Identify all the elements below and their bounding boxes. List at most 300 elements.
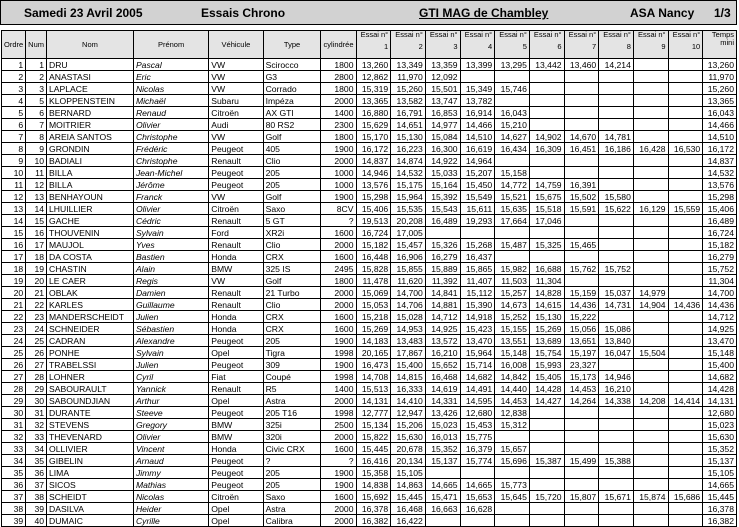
cell-essai-10: [668, 323, 703, 335]
cell-essai-9: [633, 227, 668, 239]
cell-vehicule: Opel: [209, 503, 263, 515]
cell-essai-1: 16,473: [356, 359, 391, 371]
cell-cylindree: 1000: [321, 179, 356, 191]
cell-essai-10: [668, 515, 703, 527]
table-row: [2, 107, 737, 119]
table-row: [2, 515, 737, 527]
cell-essai-9: [633, 419, 668, 431]
cell-essai-8: [599, 215, 634, 227]
cell-nom: TRABELSSI: [47, 359, 134, 371]
cell-essai-1: 20,165: [356, 347, 391, 359]
cell-vehicule: Peugeot: [209, 167, 263, 179]
cell-essai-7: 15,222: [564, 311, 599, 323]
cell-num: 40: [26, 515, 47, 527]
column-header-row: [2, 31, 737, 59]
cell-essai-7: [564, 71, 599, 83]
cell-type: Saxo: [263, 203, 321, 215]
cell-essai-3: 12,092: [425, 71, 460, 83]
cell-essai-10: [668, 443, 703, 455]
cell-prenom: Gregory: [133, 419, 208, 431]
cell-essai-2: 13,483: [391, 335, 426, 347]
col-cylindree: cylindrée: [321, 31, 356, 59]
cell-ordre: 25: [2, 347, 26, 359]
cell-essai-6: [529, 419, 564, 431]
cell-essai-8: [599, 71, 634, 83]
cell-essai-10: [668, 191, 703, 203]
table-row: [2, 191, 737, 203]
cell-essai-7: [564, 227, 599, 239]
cell-essai-6: 15,518: [529, 203, 564, 215]
cell-essai-7: 14,436: [564, 299, 599, 311]
cell-essai-1: 15,134: [356, 419, 391, 431]
cell-essai-5: 16,008: [495, 359, 530, 371]
cell-num: 14: [26, 203, 47, 215]
cell-essai-4: 15,549: [460, 191, 495, 203]
cell-essai-3: [425, 227, 460, 239]
cell-type: Corrado: [263, 83, 321, 95]
table-row: [2, 311, 737, 323]
cell-essai-8: 15,622: [599, 203, 634, 215]
cell-temps-mini: 16,724: [703, 227, 737, 239]
cell-num: 29: [26, 383, 47, 395]
cell-essai-3: 16,468: [425, 371, 460, 383]
cell-prenom: Damien: [133, 287, 208, 299]
table-row: [2, 443, 737, 455]
cell-temps-mini: 14,700: [703, 287, 737, 299]
cell-essai-4: 19,293: [460, 215, 495, 227]
cell-essai-2: 13,582: [391, 95, 426, 107]
cell-essai-5: 16,043: [495, 107, 530, 119]
cell-essai-7: [564, 443, 599, 455]
cell-essai-1: 15,358: [356, 467, 391, 479]
results-table: [1, 30, 737, 527]
cell-essai-8: 15,086: [599, 323, 634, 335]
cell-ordre: 2: [2, 71, 26, 83]
cell-essai-4: 15,207: [460, 167, 495, 179]
cell-essai-9: [633, 239, 668, 251]
table-row: [2, 359, 737, 371]
cell-vehicule: Peugeot: [209, 335, 263, 347]
col-temps-mini: Temps mini: [703, 31, 737, 59]
cell-essai-1: 15,445: [356, 443, 391, 455]
cell-type: Golf: [263, 131, 321, 143]
cell-essai-5: 14,627: [495, 131, 530, 143]
cell-essai-2: 15,855: [391, 263, 426, 275]
cell-temps-mini: 15,148: [703, 347, 737, 359]
cell-nom: SABOURAULT: [47, 383, 134, 395]
cell-essai-6: [529, 431, 564, 443]
cell-prenom: Franck: [133, 191, 208, 203]
cell-essai-1: 16,382: [356, 515, 391, 527]
cell-cylindree: 1900: [321, 143, 356, 155]
cell-nom: SABOUNDJIAN: [47, 395, 134, 407]
cell-ordre: 23: [2, 323, 26, 335]
cell-essai-3: [425, 467, 460, 479]
cell-essai-5: 15,158: [495, 167, 530, 179]
cell-cylindree: 1000: [321, 167, 356, 179]
cell-temps-mini: 14,510: [703, 131, 737, 143]
cell-essai-2: 20,208: [391, 215, 426, 227]
cell-essai-6: [529, 479, 564, 491]
cell-vehicule: Renault: [209, 287, 263, 299]
cell-essai-6: 11,304: [529, 275, 564, 287]
cell-essai-1: 15,513: [356, 383, 391, 395]
table-row: [2, 71, 737, 83]
cell-vehicule: Honda: [209, 323, 263, 335]
table-row: [2, 131, 737, 143]
cell-type: 80 RS2: [263, 119, 321, 131]
cell-vehicule: Renault: [209, 383, 263, 395]
cell-essai-5: [495, 71, 530, 83]
cell-essai-7: 13,460: [564, 59, 599, 71]
cell-num: 9: [26, 143, 47, 155]
cell-ordre: 14: [2, 215, 26, 227]
cell-essai-8: 13,840: [599, 335, 634, 347]
cell-num: 39: [26, 503, 47, 515]
cell-prenom: Guillaume: [133, 299, 208, 311]
cell-essai-9: [633, 191, 668, 203]
cell-ordre: 36: [2, 479, 26, 491]
col-essai-5: Essai n° 5: [495, 31, 530, 59]
cell-essai-1: 13,260: [356, 59, 391, 71]
cell-type: Astra: [263, 503, 321, 515]
cell-essai-8: 16,186: [599, 143, 634, 155]
cell-essai-2: 13,349: [391, 59, 426, 71]
cell-prenom: Christophe: [133, 131, 208, 143]
cell-essai-10: [668, 503, 703, 515]
cell-prenom: Jimmy: [133, 467, 208, 479]
cell-essai-8: 16,047: [599, 347, 634, 359]
cell-essai-8: 16,210: [599, 383, 634, 395]
cell-nom: THEVENARD: [47, 431, 134, 443]
cell-nom: PONHE: [47, 347, 134, 359]
cell-num: 19: [26, 263, 47, 275]
cell-type: 325i: [263, 419, 321, 431]
cell-ordre: 5: [2, 107, 26, 119]
cell-ordre: 31: [2, 419, 26, 431]
cell-cylindree: 1998: [321, 371, 356, 383]
col-vehicule: Véhicule: [209, 31, 263, 59]
cell-type: Civic CRX: [263, 443, 321, 455]
cell-essai-2: 16,906: [391, 251, 426, 263]
cell-essai-4: 15,714: [460, 359, 495, 371]
cell-essai-8: [599, 227, 634, 239]
cell-cylindree: 1900: [321, 467, 356, 479]
cell-essai-2: 12,947: [391, 407, 426, 419]
cell-temps-mini: 16,489: [703, 215, 737, 227]
cell-nom: DASILVA: [47, 503, 134, 515]
cell-num: 35: [26, 455, 47, 467]
cell-cylindree: 1800: [321, 275, 356, 287]
cell-ordre: 24: [2, 335, 26, 347]
cell-essai-9: [633, 95, 668, 107]
cell-essai-8: 15,752: [599, 263, 634, 275]
cell-essai-10: [668, 107, 703, 119]
cell-essai-9: [633, 71, 668, 83]
cell-num: 34: [26, 443, 47, 455]
cell-essai-7: 15,159: [564, 287, 599, 299]
table-row: [2, 275, 737, 287]
cell-essai-8: 15,037: [599, 287, 634, 299]
cell-essai-6: 14,427: [529, 395, 564, 407]
cell-ordre: 16: [2, 239, 26, 251]
cell-essai-4: 14,682: [460, 371, 495, 383]
cell-essai-1: 14,946: [356, 167, 391, 179]
cell-essai-4: 13,470: [460, 335, 495, 347]
cell-nom: BILLA: [47, 179, 134, 191]
cell-vehicule: BMW: [209, 419, 263, 431]
cell-essai-8: 15,388: [599, 455, 634, 467]
cell-essai-2: 14,700: [391, 287, 426, 299]
cell-vehicule: Subaru: [209, 95, 263, 107]
table-row: [2, 227, 737, 239]
cell-essai-10: [668, 95, 703, 107]
cell-essai-4: 14,491: [460, 383, 495, 395]
cell-nom: SCHEIDT: [47, 491, 134, 503]
cell-temps-mini: 15,400: [703, 359, 737, 371]
cell-cylindree: 1800: [321, 83, 356, 95]
cell-essai-9: [633, 167, 668, 179]
cell-type: XR2i: [263, 227, 321, 239]
cell-prenom: Yves: [133, 239, 208, 251]
cell-essai-9: [633, 131, 668, 143]
cell-essai-4: 15,450: [460, 179, 495, 191]
cell-type: 320i: [263, 431, 321, 443]
cell-essai-8: [599, 311, 634, 323]
cell-cylindree: 2000: [321, 431, 356, 443]
cell-essai-9: [633, 59, 668, 71]
cell-essai-4: 11,407: [460, 275, 495, 287]
cell-essai-4: 15,453: [460, 419, 495, 431]
cell-essai-8: [599, 251, 634, 263]
cell-essai-2: 15,457: [391, 239, 426, 251]
cell-essai-8: [599, 119, 634, 131]
cell-temps-mini: 16,172: [703, 143, 737, 155]
cell-prenom: Arthur: [133, 395, 208, 407]
cell-essai-1: 14,131: [356, 395, 391, 407]
cell-essai-2: 15,130: [391, 131, 426, 143]
cell-ordre: 38: [2, 503, 26, 515]
cell-type: Golf: [263, 191, 321, 203]
cell-essai-4: 14,665: [460, 479, 495, 491]
cell-vehicule: Honda: [209, 443, 263, 455]
cell-type: ?: [263, 455, 321, 467]
cell-essai-9: [633, 335, 668, 347]
cell-prenom: Jérôme: [133, 179, 208, 191]
cell-essai-8: 15,580: [599, 191, 634, 203]
cell-vehicule: VW: [209, 71, 263, 83]
cell-essai-10: [668, 467, 703, 479]
cell-ordre: 18: [2, 263, 26, 275]
cell-essai-5: 15,257: [495, 287, 530, 299]
cell-cylindree: 1600: [321, 311, 356, 323]
cell-essai-5: 13,551: [495, 335, 530, 347]
cell-vehicule: Peugeot: [209, 455, 263, 467]
cell-nom: DURANTE: [47, 407, 134, 419]
cell-essai-9: [633, 383, 668, 395]
cell-essai-7: [564, 107, 599, 119]
cell-essai-9: [633, 179, 668, 191]
cell-temps-mini: 15,352: [703, 443, 737, 455]
cell-num: 13: [26, 191, 47, 203]
table-row: [2, 263, 737, 275]
cell-nom: MAUJOL: [47, 239, 134, 251]
cell-essai-2: 14,874: [391, 155, 426, 167]
cell-prenom: Sylvain: [133, 347, 208, 359]
cell-nom: THOUVENIN: [47, 227, 134, 239]
cell-essai-4: 15,775: [460, 431, 495, 443]
cell-num: 36: [26, 467, 47, 479]
cell-prenom: Olivier: [133, 431, 208, 443]
table-row: [2, 239, 737, 251]
cell-ordre: 10: [2, 167, 26, 179]
cell-nom: CHASTIN: [47, 263, 134, 275]
cell-essai-7: [564, 419, 599, 431]
cell-essai-7: 13,651: [564, 335, 599, 347]
cell-num: 23: [26, 311, 47, 323]
cell-essai-8: [599, 503, 634, 515]
cell-essai-9: [633, 215, 668, 227]
cell-essai-10: [668, 71, 703, 83]
cell-essai-9: [633, 263, 668, 275]
cell-nom: GIBELIN: [47, 455, 134, 467]
cell-essai-9: [633, 431, 668, 443]
cell-essai-1: 13,576: [356, 179, 391, 191]
cell-essai-10: 15,686: [668, 491, 703, 503]
cell-essai-7: 16,391: [564, 179, 599, 191]
cell-ordre: 1: [2, 59, 26, 71]
cell-temps-mini: 14,665: [703, 479, 737, 491]
cell-essai-7: 15,762: [564, 263, 599, 275]
cell-essai-3: 16,663: [425, 503, 460, 515]
cell-cylindree: 2000: [321, 239, 356, 251]
cell-essai-7: [564, 503, 599, 515]
table-row: [2, 203, 737, 215]
cell-essai-5: 16,434: [495, 143, 530, 155]
cell-ordre: 15: [2, 227, 26, 239]
cell-essai-7: [564, 431, 599, 443]
cell-vehicule: Peugeot: [209, 143, 263, 155]
table-row: [2, 299, 737, 311]
col-num: Num: [26, 31, 47, 59]
cell-essai-3: 14,665: [425, 479, 460, 491]
cell-num: 10: [26, 155, 47, 167]
cell-cylindree: 1900: [321, 359, 356, 371]
cell-essai-2: 14,815: [391, 371, 426, 383]
cell-ordre: 32: [2, 431, 26, 443]
cell-essai-10: [668, 263, 703, 275]
cell-essai-4: 15,112: [460, 287, 495, 299]
cell-essai-4: [460, 467, 495, 479]
cell-essai-3: [425, 515, 460, 527]
table-row: [2, 395, 737, 407]
cell-essai-9: [633, 251, 668, 263]
cell-essai-7: 14,264: [564, 395, 599, 407]
cell-ordre: 20: [2, 287, 26, 299]
cell-ordre: 37: [2, 491, 26, 503]
cell-essai-2: 14,410: [391, 395, 426, 407]
cell-num: 25: [26, 335, 47, 347]
cell-nom: DUMAIC: [47, 515, 134, 527]
cell-vehicule: BMW: [209, 263, 263, 275]
cell-essai-1: 16,172: [356, 143, 391, 155]
cell-cylindree: 2000: [321, 95, 356, 107]
cell-essai-3: 14,925: [425, 323, 460, 335]
cell-nom: KLOPPENSTEIN: [47, 95, 134, 107]
cell-essai-6: 15,269: [529, 323, 564, 335]
table-row: [2, 143, 737, 155]
cell-essai-9: 14,904: [633, 299, 668, 311]
cell-vehicule: Peugeot: [209, 467, 263, 479]
cell-essai-4: [460, 515, 495, 527]
cell-essai-8: 14,731: [599, 299, 634, 311]
cell-essai-6: 14,828: [529, 287, 564, 299]
cell-essai-1: 16,416: [356, 455, 391, 467]
cell-essai-7: 14,670: [564, 131, 599, 143]
cell-num: 11: [26, 167, 47, 179]
cell-nom: LHUILLIER: [47, 203, 134, 215]
cell-vehicule: VW: [209, 191, 263, 203]
cell-essai-7: [564, 155, 599, 167]
cell-temps-mini: 16,378: [703, 503, 737, 515]
cell-essai-1: 16,724: [356, 227, 391, 239]
cell-essai-2: 14,651: [391, 119, 426, 131]
cell-essai-3: 14,331: [425, 395, 460, 407]
table-row: [2, 83, 737, 95]
cell-essai-7: [564, 95, 599, 107]
cell-essai-1: 14,838: [356, 479, 391, 491]
cell-essai-3: 15,326: [425, 239, 460, 251]
cell-temps-mini: 14,436: [703, 299, 737, 311]
cell-num: 15: [26, 215, 47, 227]
cell-essai-6: [529, 71, 564, 83]
table-row: [2, 287, 737, 299]
cell-essai-8: 14,214: [599, 59, 634, 71]
cell-essai-5: 15,252: [495, 311, 530, 323]
table-row: [2, 347, 737, 359]
cell-essai-1: 16,448: [356, 251, 391, 263]
cell-essai-10: [668, 371, 703, 383]
cell-prenom: Pascal: [133, 59, 208, 71]
cell-essai-2: 15,964: [391, 191, 426, 203]
cell-essai-10: [668, 335, 703, 347]
cell-essai-1: 14,183: [356, 335, 391, 347]
cell-num: 31: [26, 407, 47, 419]
cell-temps-mini: 16,382: [703, 515, 737, 527]
cell-essai-5: [495, 503, 530, 515]
cell-essai-2: 20,678: [391, 443, 426, 455]
cell-essai-3: 15,471: [425, 491, 460, 503]
col-essai-10: Essai n° 10: [668, 31, 703, 59]
cell-essai-7: [564, 467, 599, 479]
cell-nom: BADIALI: [47, 155, 134, 167]
cell-essai-8: [599, 83, 634, 95]
cell-essai-10: [668, 287, 703, 299]
cell-essai-8: [599, 179, 634, 191]
cell-nom: GRONDIN: [47, 143, 134, 155]
cell-temps-mini: 15,105: [703, 467, 737, 479]
cell-ordre: 17: [2, 251, 26, 263]
cell-temps-mini: 15,752: [703, 263, 737, 275]
cell-essai-10: [668, 311, 703, 323]
cell-essai-9: [633, 323, 668, 335]
cell-essai-2: 11,620: [391, 275, 426, 287]
cell-essai-7: 14,453: [564, 383, 599, 395]
cell-essai-3: 15,084: [425, 131, 460, 143]
cell-temps-mini: 15,445: [703, 491, 737, 503]
cell-nom: DA COSTA: [47, 251, 134, 263]
cell-essai-7: 15,173: [564, 371, 599, 383]
